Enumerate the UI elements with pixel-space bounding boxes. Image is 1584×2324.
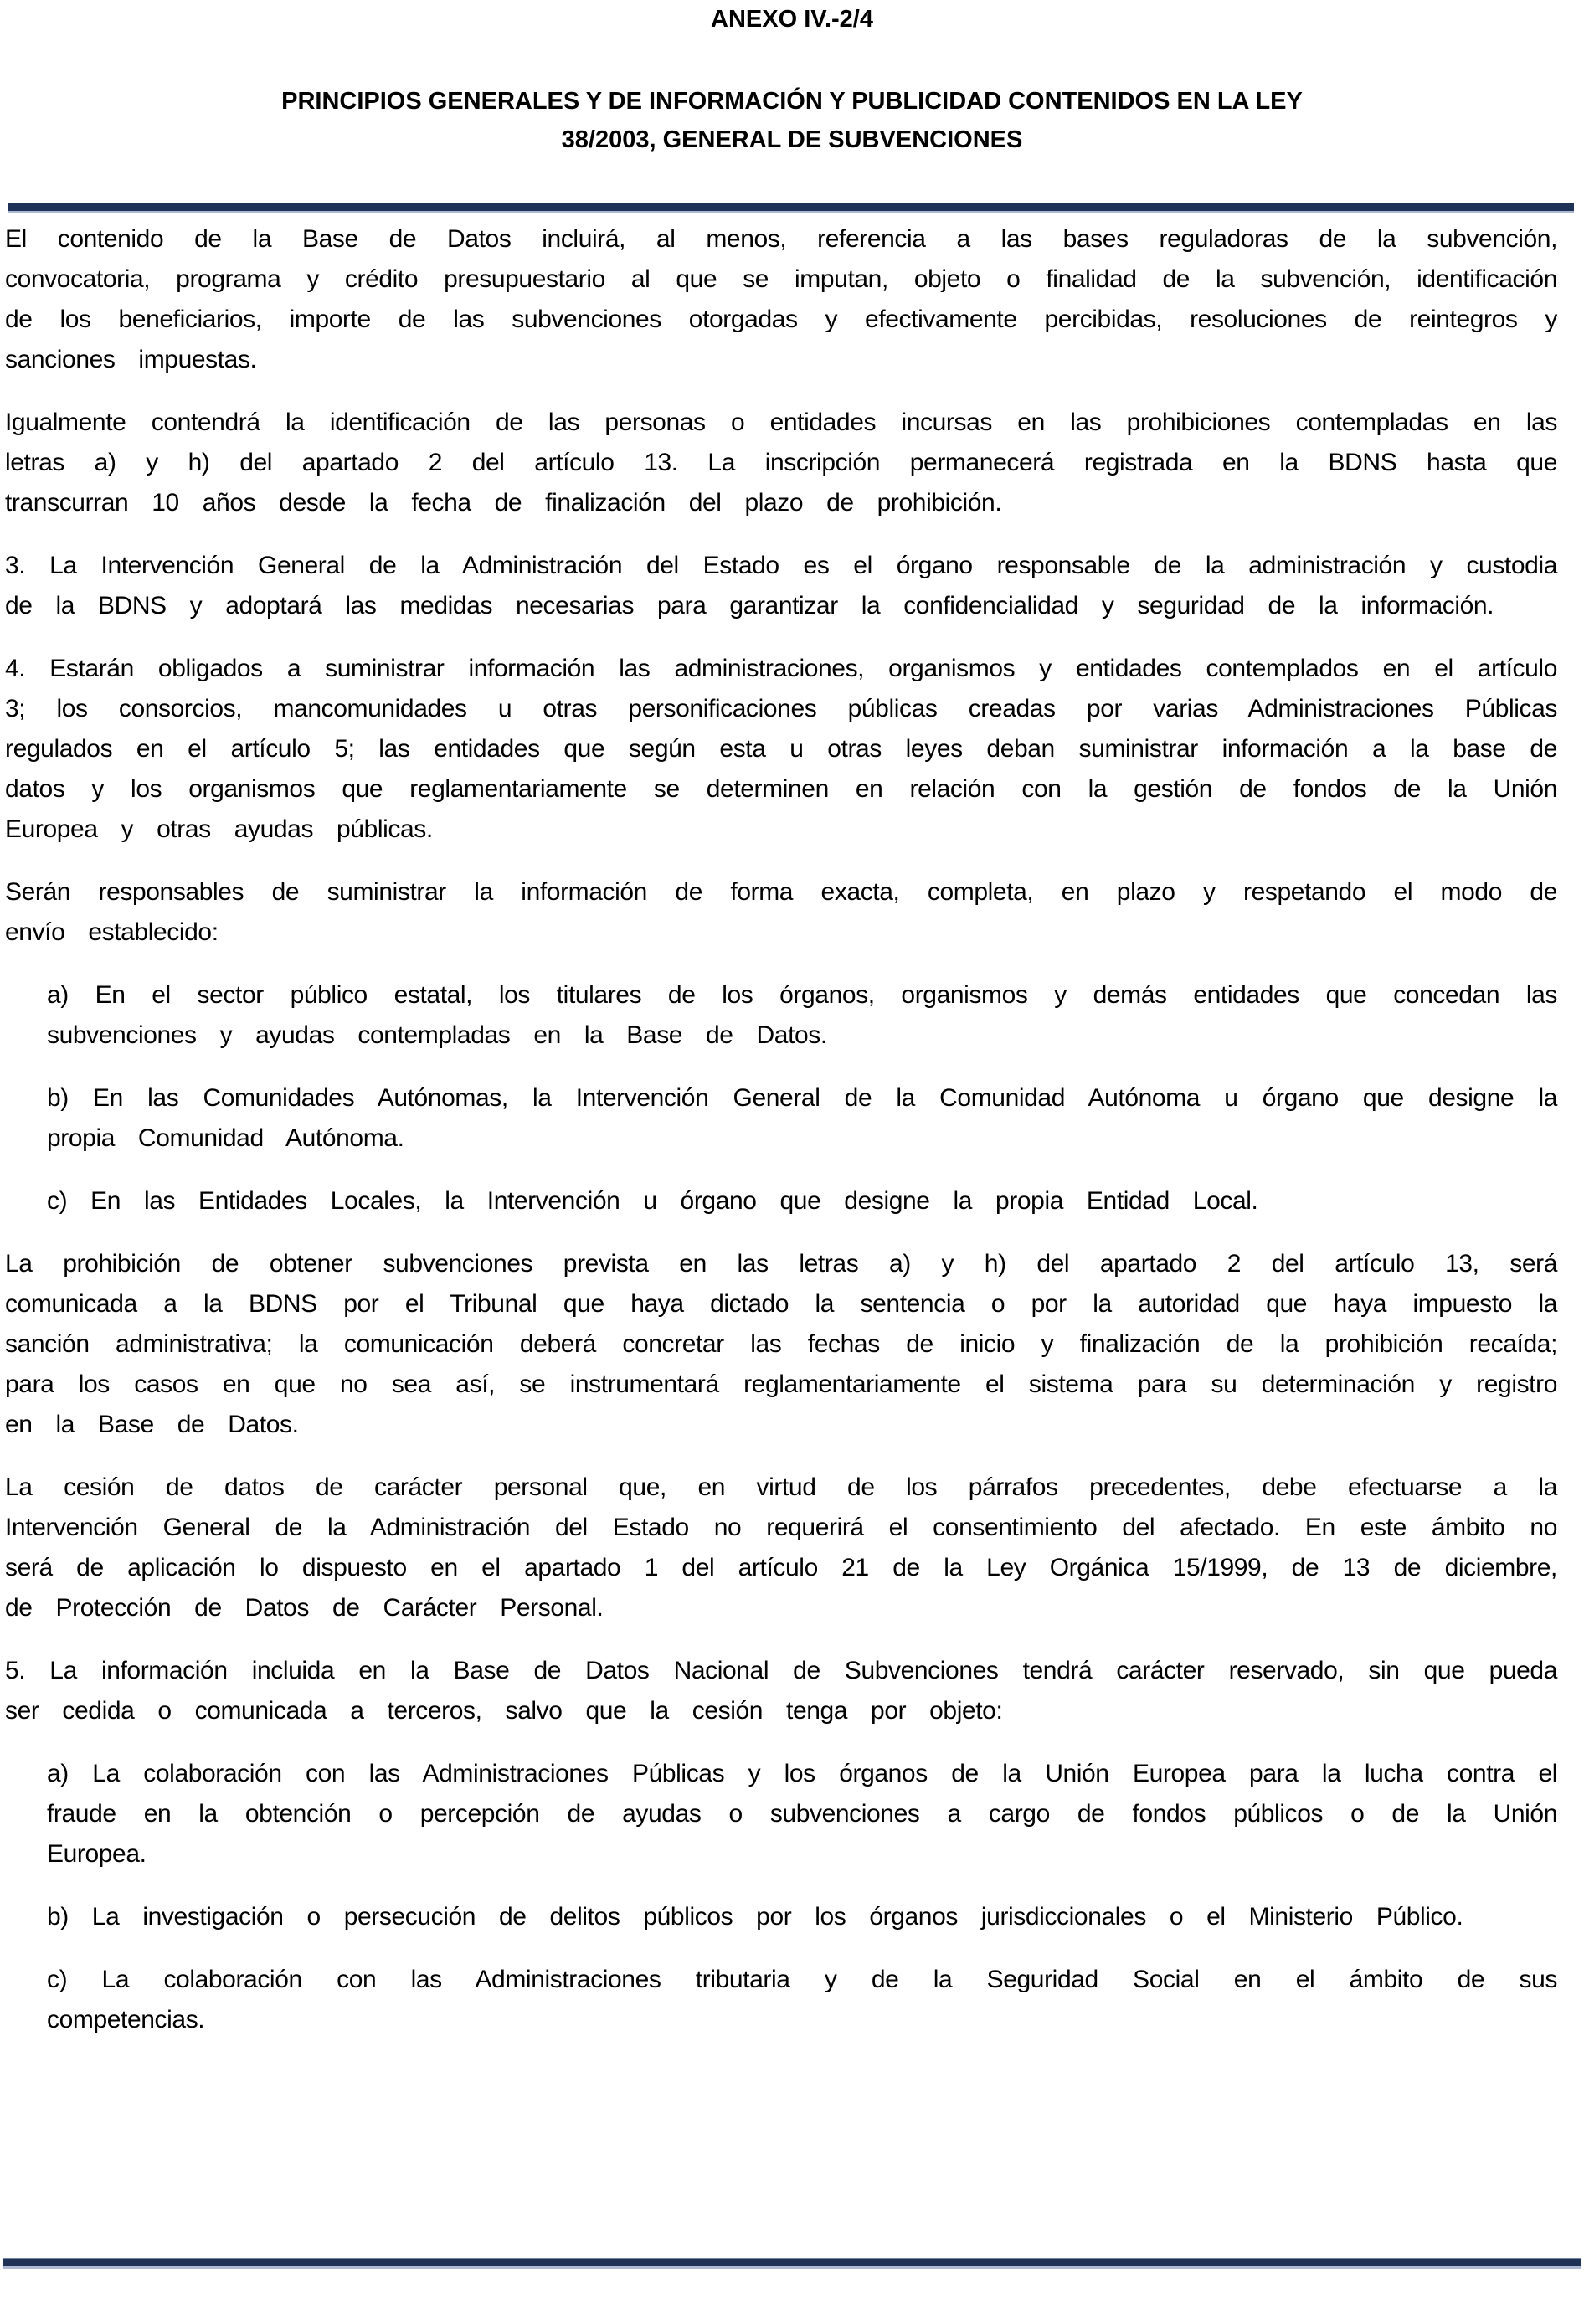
paragraph: La prohibición de obtener subvenciones prevista en las letras a) y h) del apartado 2 del artículo 13, será comunicada a la BDNS por el Tribunal que haya dictado la sentencia o por la autoridad que haya impuesto la sanción administrativa; la comunicación deberá concretar las fechas de inicio y finalización de la prohibición recaída; para los casos en que no sea así, se instrumentará reglamentariamente el sistema para su determinación y registro en la Base de Datos. xyxy=(5,1250,1557,1438)
section-divider-bottom xyxy=(3,2258,1581,2269)
paragraph: 5. La información incluida en la Base de Datos Nacional de Subvenciones tendrá carácter reservado, sin que pueda ser cedida o comunicada a terceros, salvo que la cesión tenga por objeto: xyxy=(5,1657,1557,1725)
document-title-line1: PRINCIPIOS GENERALES Y DE INFORMACIÓN Y PUBLICIDAD CONTENIDOS EN LA LEY xyxy=(281,88,1303,115)
paragraph: La cesión de datos de carácter personal que, en virtud de los párrafos precedentes, debe efectuarse a la Intervención General de la Administración del Estado no requerirá el consentimiento del afectado. En este ámbito no será de aplicación lo dispuesto en el apartado 1 del artículo 21 de la Ley Orgánica 15/1999, de 13 de diciembre, de Protección de Datos de Carácter Personal. xyxy=(5,1473,1557,1622)
section-divider-top xyxy=(8,203,1574,213)
list-item-b2: b) La investigación o persecución de delitos públicos por los órganos jurisdiccionales o el Ministerio Público. xyxy=(47,1903,1463,1931)
paragraph: Igualmente contendrá la identificación de las personas o entidades incursas en las prohibiciones contempladas en las letras a) y h) del apartado 2 del artículo 13. La inscripción permanecerá registrada en la BDNS hasta que transcurran 10 años desde la fecha de finalización del plazo de prohibición. xyxy=(5,409,1557,517)
annex-heading: ANEXO IV.-2/4 xyxy=(711,6,873,33)
document-body xyxy=(5,219,1557,2063)
paragraph: 4. Estarán obligados a suministrar información las administraciones, organismos y entidades contemplados en el artículo 3; los consorcios, mancomunidades u otras personificaciones públicas creadas por varias Administraciones Públicas regulados en el artículo 5; las entidades que según esta u otras leyes deban suministrar información a la base de datos y los organismos que reglamentariamente se determinen en relación con la gestión de fondos de la Unión Europea y otras ayudas públicas. xyxy=(5,655,1557,843)
paragraph: Serán responsables de suministrar la información de forma exacta, completa, en plazo y respetando el modo de envío establecido: xyxy=(5,878,1557,946)
document-title xyxy=(33,82,1551,159)
list-item-c2: c) La colaboración con las Administraciones tributaria y de la Seguridad Social en el ámbito de sus competencias. xyxy=(47,1966,1557,2034)
list-item-a2: a) La colaboración con las Administraciones Públicas y los órganos de la Unión Europea para la lucha contra el fraude en la obtención o percepción de ayudas o subvenciones a cargo de fondos públicos o de la Unión Europea. xyxy=(47,1760,1557,1868)
list-item-a: a) En el sector público estatal, los titulares de los órganos, organismos y demás entidades que concedan las subvenciones y ayudas contempladas en la Base de Datos. xyxy=(47,981,1557,1049)
document-title-line2: 38/2003, GENERAL DE SUBVENCIONES xyxy=(561,126,1023,153)
list-item-c: c) En las Entidades Locales, la Intervención u órgano que designe la propia Entidad Local. xyxy=(47,1187,1258,1215)
paragraph: El contenido de la Base de Datos incluirá, al menos, referencia a las bases reguladoras de la subvención, convocatoria, programa y crédito presupuestario al que se imputan, objeto o finalidad de la subvención, identificación de los beneficiarios, importe de las subvenciones otorgadas y efectivamente percibidas, resoluciones de reintegros y sanciones impuestas. xyxy=(5,225,1557,373)
list-item-b: b) En las Comunidades Autónomas, la Intervención General de la Comunidad Autónoma u órgano que designe la propia Comunidad Autónoma. xyxy=(47,1084,1557,1152)
paragraph: 3. La Intervención General de la Administración del Estado es el órgano responsable de la administración y custodia de la BDNS y adoptará las medidas necesarias para garantizar la confidencialidad y seguridad de la información. xyxy=(5,552,1557,620)
